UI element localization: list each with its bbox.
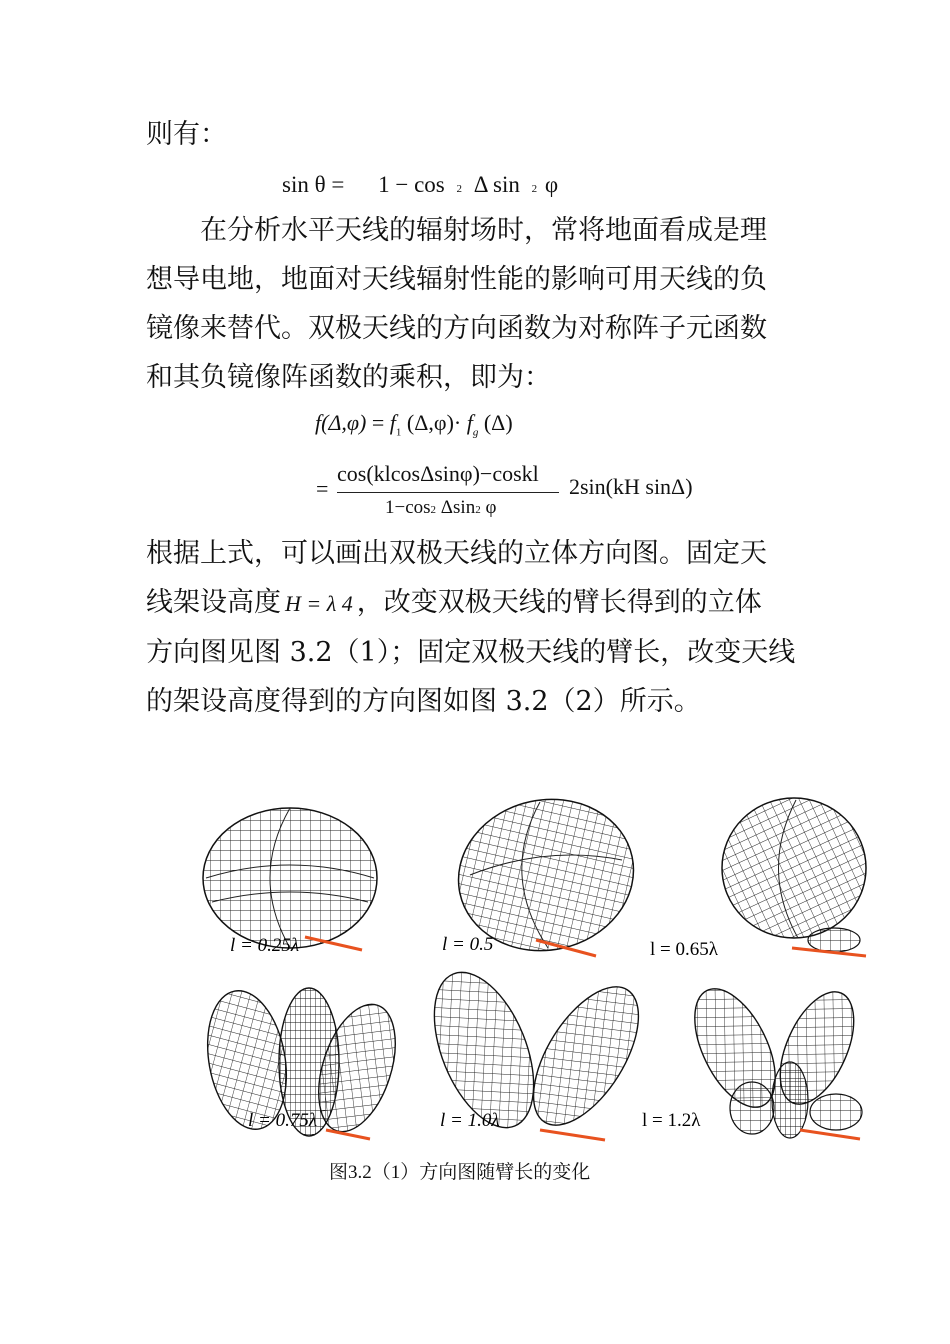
panel-label-3: l = 0.65λ <box>650 939 718 960</box>
pattern-panel-3 <box>650 798 866 960</box>
lobe-main <box>722 798 866 938</box>
lobe-main <box>203 808 377 948</box>
pattern-panel-6 <box>642 976 869 1139</box>
lobe-lower-right <box>810 1094 862 1130</box>
eq1-power-2: 2 <box>531 183 538 195</box>
eq2-numerator: cos(klcosΔsinφ)−coskl <box>337 461 539 486</box>
eq2-den-mid: Δsin <box>440 497 476 518</box>
panel-label-2: l = 0.5 <box>442 934 494 955</box>
eq1-lhs: sin θ = <box>282 172 345 197</box>
panel-label-4: l = 0.75λ <box>248 1110 318 1131</box>
equation-sin-theta <box>282 172 558 198</box>
lobe-right <box>512 970 659 1143</box>
eq2-factor: 2sin(kH sinΔ) <box>569 474 693 499</box>
figure-caption: 图3.2（1）方向图随臂长的变化 <box>329 1162 591 1183</box>
eq2-equals-1: = <box>371 410 385 435</box>
paragraph-2-line-end: ，改变双极天线的臂长得到的立体 <box>356 587 762 618</box>
paragraph-2-line <box>146 578 816 628</box>
eq2-args-2: (Δ) <box>483 410 513 435</box>
panel-label-5: l = 1.0λ <box>440 1110 500 1131</box>
eq2-args-1: (Δ,φ)· <box>406 410 462 435</box>
eq2-line-1 <box>315 410 513 438</box>
paragraph-1 <box>146 206 816 402</box>
eq2-den-power-1: 2 <box>430 504 437 516</box>
pattern-panel-1 <box>203 808 377 956</box>
paragraph-2-line: 方向图见图 3.2（1）；固定双极天线的臂长，改变天线 <box>146 637 796 668</box>
eq2-fg: f <box>466 410 473 435</box>
paragraph-1-line: 镜像来替代。双极天线的方向函数为对称阵子元函数 <box>146 313 767 344</box>
eq1-end: φ <box>544 172 559 197</box>
eq1-power-1: 2 <box>456 183 462 195</box>
panel-label-1: l = 0.25λ <box>230 935 300 956</box>
paragraph-2 <box>146 529 816 726</box>
arm-direction-line <box>800 1130 860 1139</box>
eq2-den-end: φ <box>485 497 497 518</box>
paragraph-2-line-start: 线架设高度 <box>146 587 281 618</box>
paragraph-2-line: 根据上式，可以画出双极天线的立体方向图。固定天 <box>146 538 767 569</box>
eq2-sub-1: 1 <box>395 426 402 439</box>
eq2-den-main: 1−cos <box>385 497 431 518</box>
eq1-rhs: 1 − cos <box>378 172 445 197</box>
pattern-panel-2 <box>442 790 648 967</box>
intro-text: 则有： <box>146 119 227 150</box>
paragraph-1-line: 在分析水平天线的辐射场时，常将地面看成是理 <box>200 215 767 246</box>
pattern-panel-5 <box>414 958 659 1142</box>
eq2-lhs: f(Δ,φ) <box>315 410 367 435</box>
pattern-panel-4 <box>197 984 409 1141</box>
eq2-denominator <box>385 497 496 519</box>
paragraph-1-line: 和其负镜像阵函数的乘积，即为： <box>146 362 551 393</box>
eq2-den-power-2: 2 <box>475 504 481 516</box>
radiation-pattern-figure <box>0 790 950 1200</box>
lobe-lower-left <box>730 1082 774 1134</box>
paragraph-1-line: 想导电地，地面对天线辐射性能的影响可用天线的负 <box>146 264 767 295</box>
paragraph-2-line: 的架设高度得到的方向图如图 3.2（2）所示。 <box>146 686 701 717</box>
arm-direction-line <box>540 1130 605 1140</box>
inline-formula-h: H = λ 4 <box>285 591 353 616</box>
eq2-equals-2: = <box>316 476 329 501</box>
lobe-center <box>772 1062 808 1138</box>
eq1-mid: Δ sin <box>473 172 520 197</box>
eq2-f1: f <box>389 410 396 435</box>
eq2-sub-g: g <box>472 426 479 439</box>
lobe-side <box>808 928 860 952</box>
panel-label-6: l = 1.2λ <box>642 1110 701 1131</box>
fraction-bar <box>337 492 559 493</box>
